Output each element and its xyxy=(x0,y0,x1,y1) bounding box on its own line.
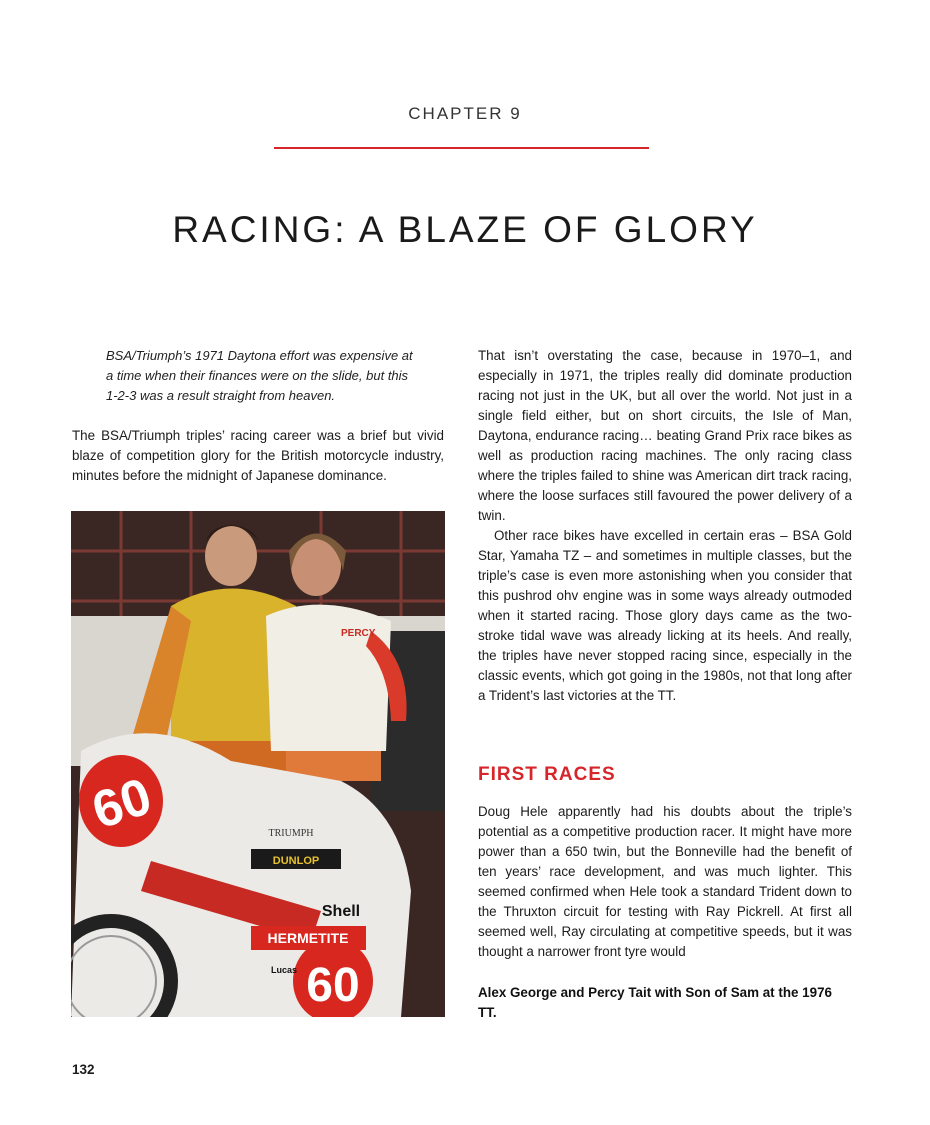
page-number: 132 xyxy=(72,1062,95,1077)
number-plate-side: 60 xyxy=(306,959,360,1012)
motorcycle-racers-photo xyxy=(71,511,445,1017)
photo-caption: Alex George and Percy Tait with Son of Sam at the 1976 TT. xyxy=(478,985,832,1020)
chapter-title: RACING: A BLAZE OF GLORY xyxy=(172,208,758,250)
section-body: Doug Hele apparently had his doubts about the triple’s potential as a competitive production racer. It might have more power than a 650 twin, but the Bonneville had the benefit of ten years’ race development, and was much lighter. This seemed confirmed when Hele took a standard Trident down to the Thruxton circuit for testing with Ray Pickrell. At first all seemed well, Ray circulating at competitive speeds, but it was thought a narrower front tyre would xyxy=(478,804,852,959)
decal-hermetite: HERMETITE xyxy=(267,930,349,946)
decal-shell: Shell xyxy=(321,903,361,920)
decal-triumph: TRIUMPH xyxy=(268,828,314,839)
right-paragraph-1: That isn’t overstating the case, because in 1970–1, and especially in 1971, the triples really did dominate production racing not just in the UK, but all over the world. Not just in a single field either, but on short circuits, the Isle of Man, Daytona, endurance racing… beating Grand Prix race bikes as well as production racing machines. The only racing class where the triples failed to shine was American dirt track racing, where the loose surfaces still favoured the power delivery of a twin. xyxy=(478,348,852,523)
number-plate-front: 60 xyxy=(85,767,159,841)
decal-dunlop: DUNLOP xyxy=(272,855,320,867)
section-heading: FIRST RACES xyxy=(478,764,616,785)
intro-paragraph: The BSA/Triumph triples’ racing career was a brief but vivid blaze of competition glory for the British motorcycle industry, minutes before the midnight of Japanese dominance. xyxy=(72,428,444,483)
decal-percy: PERCY xyxy=(341,628,376,639)
top-caption: BSA/Triumph’s 1971 Daytona effort was expensive at a time when their finances were on the slide, but this 1-2-3 was a result straight from heaven. xyxy=(106,348,413,403)
right-paragraph-2: Other race bikes have excelled in certain eras – BSA Gold Star, Yamaha TZ – and sometimes in multiple classes, but the triple’s case is even more astonishing when you consider that this pushrod ohv engine was in some ways already outmoded when it started racing. Those glory days came as the two-stroke tidal wave was already licking at its heels. And really, the triples have never stopped racing since, especially in the classic events, which got going in the 1980s, not that long after a Trident’s last victories at the TT. xyxy=(478,528,852,703)
chapter-rule xyxy=(274,147,649,149)
decal-lucas: Lucas xyxy=(271,965,298,975)
chapter-label: CHAPTER 9 xyxy=(408,104,522,123)
right-column xyxy=(478,346,852,706)
